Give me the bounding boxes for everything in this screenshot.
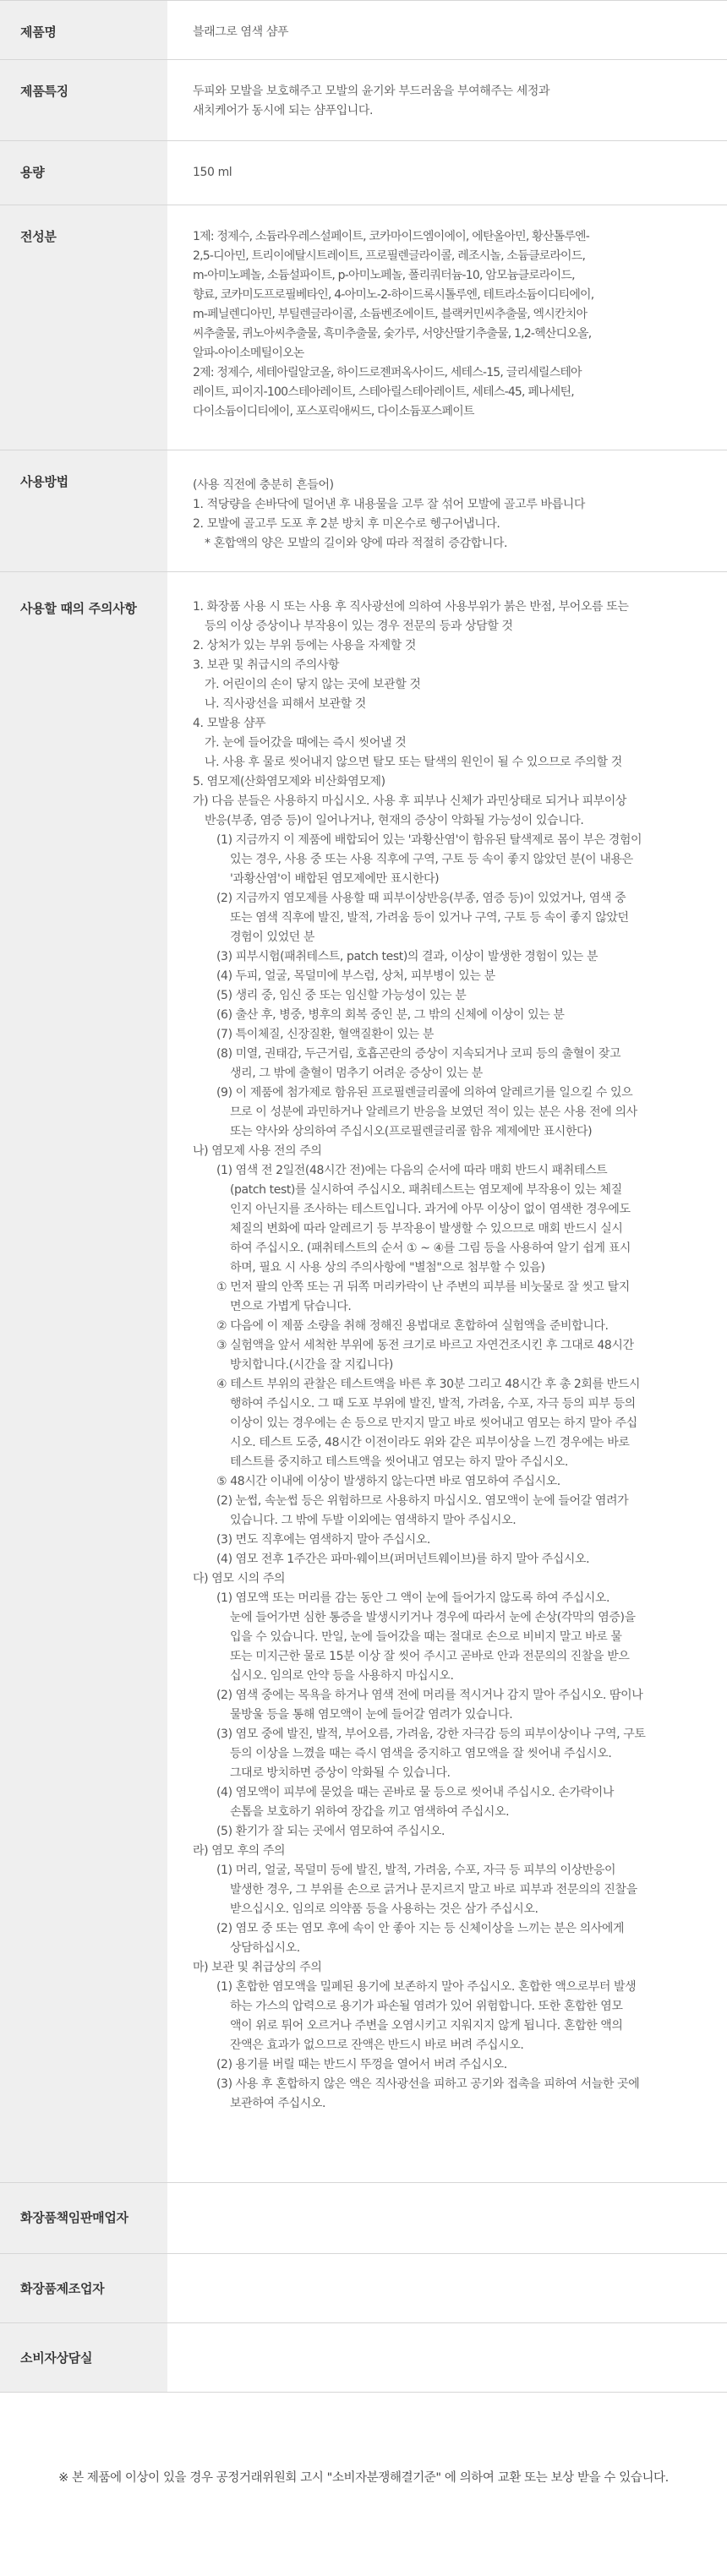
row-value <box>167 2183 727 2253</box>
row-value <box>167 572 727 2182</box>
value-line: 씨추출물, 퀴노아씨추출물, 흑미추출물, 숯가루, 서양산딸기추출물, 1,2-헥산디오올, <box>193 327 592 341</box>
precaution-line: (5) 생리 중, 임신 중 또는 임신할 가능성이 있는 분 <box>216 989 467 1002</box>
value-line: 1. 적당량을 손바닥에 덜어낸 후 내용물을 고루 잘 섞어 모발에 골고루 바릅니다 <box>193 498 585 511</box>
value-line: 향료, 코카미도프로필베타인, 4-아미노-2-하이드록시톨루엔, 테트라소듐이디티에이, <box>193 288 594 302</box>
row-label: 사용할 때의 주의사항 <box>0 572 167 2182</box>
row-label: 화장품책임판매업자 <box>0 2183 167 2253</box>
precaution-line: 있습니다. 그 밖에 두발 이외에는 염색하지 말아 주십시오. <box>230 1514 517 1527</box>
precaution-line: 또는 약사와 상의하여 주십시오(프로필렌글리콜 함유 제제에만 표시한다) <box>230 1125 593 1138</box>
precaution-line: 5. 염모제(산화염모제와 비산화염모제) <box>193 775 385 789</box>
row-value <box>167 60 727 140</box>
precaution-line: (2) 용기를 버릴 때는 반드시 뚜껑을 열어서 버려 주십시오. <box>216 2058 507 2071</box>
value-line: 다이소듐이디티에이, 포스포릭애씨드, 다이소듐포스페이트 <box>193 405 474 418</box>
precaution-line: 나) 염모제 사용 전의 주의 <box>193 1144 322 1158</box>
row-value <box>167 2254 727 2322</box>
row-customer-service <box>0 2323 727 2393</box>
precaution-line: 나. 사용 후 물로 씻어내지 않으면 탈모 또는 탈색의 원인이 될 수 있으므로 주의할 것 <box>205 756 622 769</box>
precaution-line: 마) 보관 및 취급상의 주의 <box>193 1961 322 1974</box>
row-usage <box>0 450 727 572</box>
precaution-line: (patch test)를 실시하여 주십시오. 패취테스트는 염모제에 부작용이 있는 체질 <box>230 1183 622 1197</box>
precaution-line: 3. 보관 및 취급시의 주의사항 <box>193 658 340 672</box>
precaution-line: 액이 위로 튀어 오르거나 주변을 오염시키고 지워지지 않게 됩니다. 혼합한 액의 <box>230 2019 623 2033</box>
precaution-line: (2) 염모 중 또는 염모 후에 속이 안 좋아 지는 등 신체이상을 느끼는 분은 의사에게 <box>216 1922 625 1935</box>
precaution-line: (4) 두피, 얼굴, 목덜미에 부스럼, 상처, 피부병이 있는 분 <box>216 969 495 983</box>
row-value <box>167 2323 727 2392</box>
precaution-line: (3) 면도 직후에는 염색하지 말아 주십시오. <box>216 1533 430 1547</box>
precaution-line: 2. 상처가 있는 부위 등에는 사용을 자제할 것 <box>193 639 417 652</box>
row-volume <box>0 141 727 205</box>
row-product-features <box>0 60 727 141</box>
row-value <box>167 450 727 571</box>
row-value <box>167 1 727 59</box>
row-label: 화장품제조업자 <box>0 2254 167 2322</box>
precaution-line: (9) 이 제품에 첨가제로 함유된 프로필렌글리콜에 의하여 알레르기를 일으킬 수 있으 <box>216 1086 633 1100</box>
value-line: 2. 모발에 골고루 도포 후 2분 방치 후 미온수로 헹구어냅니다. <box>193 517 500 531</box>
precaution-line: 또는 염색 직후에 발진, 발적, 가려움 등이 있거나 구역, 구토 등 속이 좋지 않았던 <box>230 911 629 925</box>
precaution-line: 체질의 변화에 따라 알레르기 등 부작용이 발생할 수 있으므로 매회 반드시 실시 <box>230 1222 623 1236</box>
value-line: 두피와 모발을 보호해주고 모발의 윤기와 부드러움을 부여해주는 세정과 <box>193 85 550 98</box>
precaution-line: (1) 머리, 얼굴, 목덜미 등에 발진, 발적, 가려움, 수포, 자극 등 피부의 이상반응이 <box>216 1864 616 1877</box>
row-label: 용량 <box>0 141 167 205</box>
precaution-line: (7) 특이체질, 신장질환, 혈액질환이 있는 분 <box>216 1028 434 1041</box>
precaution-line: ④ 테스트 부위의 관찰은 테스트액을 바른 후 30분 그리고 48시간 후 총 2회를 반드시 <box>216 1378 641 1391</box>
row-label: 제품명 <box>0 1 167 59</box>
precaution-line: 경험이 있었던 분 <box>230 931 314 944</box>
precaution-line: 보관하여 주십시오. <box>230 2097 326 2110</box>
precaution-line: 있는 경우, 사용 중 또는 사용 직후에 구역, 구토 등 속이 좋지 않았던 분(이 내용은 <box>230 853 633 866</box>
row-label: 전성분 <box>0 205 167 450</box>
precaution-line: 가. 눈에 들어갔을 때에는 즉시 씻어낼 것 <box>205 736 407 750</box>
precaution-line: 입을 수 있습니다. 만일, 눈에 들어갔을 때는 절대로 손으로 비비지 말고 바로 물 <box>230 1630 622 1644</box>
value-line: 1제: 정제수, 소듐라우레스설페이트, 코카마이드엠이에이, 에탄올아민, 황산톨루엔- <box>193 230 590 243</box>
precaution-line: 생리, 그 밖에 출혈이 멈추기 어려운 증상이 있는 분 <box>230 1067 483 1080</box>
precaution-line: 잔액은 효과가 없으므로 잔액은 반드시 바로 버려 주십시오. <box>230 2038 524 2052</box>
precaution-line: (1) 지금까지 이 제품에 배합되어 있는 '과황산염'이 함유된 탈색제로 몸이 부은 경험이 <box>216 833 642 847</box>
precaution-line: 그대로 방치하면 증상이 악화될 수 있습니다. <box>230 1766 451 1780</box>
precaution-line: (2) 눈썹, 속눈썹 등은 위험하므로 사용하지 마십시오. 염모액이 눈에 들어갈 염려가 <box>216 1494 629 1508</box>
row-value <box>167 205 727 450</box>
precaution-line: 하여 주십시오. (패취테스트의 순서 ① ~ ④를 그림 등을 사용하여 알기 쉽게 표시 <box>230 1242 631 1255</box>
precaution-line: (1) 염색 전 2일전(48시간 전)에는 다음의 순서에 따라 매회 반드시 패취테스트 <box>216 1164 608 1177</box>
precaution-line: (4) 염모액이 피부에 묻었을 때는 곧바로 물 등으로 씻어내 주십시오. 손가락이나 <box>216 1786 615 1799</box>
precaution-line: 가) 다음 분들은 사용하지 마십시오. 사용 후 피부나 신체가 과민상태로 되거나 피부이상 <box>193 794 627 808</box>
precaution-line: (5) 환기가 잘 되는 곳에서 염모하여 주십시오. <box>216 1825 445 1838</box>
precaution-line: (2) 지금까지 염모제를 사용할 때 피부이상반응(부종, 염증 등)이 있었거나, 염색 중 <box>216 892 626 905</box>
footer-notice: ※ 본 제품에 이상이 있을 경우 공정거래위원회 고시 "소비자분쟁해결기준" 에 의하여 교환 또는 보상 받을 수 있습니다. <box>58 2471 669 2485</box>
precaution-line: (3) 사용 후 혼합하지 않은 액은 직사광선을 피하고 공기와 접촉을 피하여 서늘한 곳에 <box>216 2077 640 2091</box>
precaution-line: 므로 이 성분에 과민하거나 알레르기 반응을 보였던 적이 있는 분은 사용 전에 의사 <box>230 1105 637 1119</box>
precaution-line: 1. 화장품 사용 시 또는 사용 후 직사광선에 의하여 사용부위가 붉은 반점, 부어오름 또는 <box>193 600 629 614</box>
precaution-line: 하며, 필요 시 사용 상의 주의사항에 "별첨"으로 첨부할 수 있음) <box>230 1261 545 1274</box>
precaution-line: ② 다음에 이 제품 소량을 취해 정해진 용법대로 혼합하여 실험액을 준비합니다. <box>216 1319 609 1333</box>
precaution-line: 받으십시오. 임의로 의약품 등을 사용하는 것은 삼가 주십시오. <box>230 1902 538 1916</box>
value-line: m-페닐렌디아민, 부틸렌글라이콜, 소듐벤조에이트, 블랙커민씨추출물, 엑시칸치아 <box>193 308 588 321</box>
value-line: m-아미노페놀, 소듐설파이트, p-아미노페놀, 폴리쿼터늄-10, 암모늄클로라이드, <box>193 269 575 282</box>
value-line: 2,5-디아민, 트리이에탈시트레이트, 프로필렌글라이콜, 레조시놀, 소듐클로라이드, <box>193 249 586 263</box>
precaution-line: 4. 모발용 샴푸 <box>193 717 266 730</box>
value-line: (사용 직전에 충분히 흔들어) <box>193 478 334 492</box>
value-line: 2제: 정제수, 세테아릴알코올, 하이드로젠퍼옥사이드, 세테스-15, 글리세릴스테아 <box>193 366 582 379</box>
precaution-line: (2) 염색 중에는 목욕을 하거나 염색 전에 머리를 적시거나 감지 말아 주십시오. 땀이나 <box>216 1689 643 1702</box>
precaution-line: 가. 어린이의 손이 닿지 않는 곳에 보관할 것 <box>205 678 421 691</box>
precaution-line: 반응(부종, 염증 등)이 일어나거나, 현재의 증상이 악화될 가능성이 있습니다. <box>205 814 584 827</box>
precaution-line: 인지 아닌지를 조사하는 테스트입니다. 과거에 아무 이상이 없이 염색한 경우에도 <box>230 1203 631 1216</box>
precaution-line: (6) 출산 후, 병중, 병후의 회복 중인 분, 그 밖의 신체에 이상이 있는 분 <box>216 1008 565 1022</box>
precaution-line: 또는 미지근한 물로 15분 이상 잘 씻어 주시고 곧바로 안과 전문의의 진찰을 받으 <box>230 1650 630 1663</box>
row-product-name <box>0 1 727 60</box>
precaution-line: 나. 직사광선을 피해서 보관할 것 <box>205 697 366 711</box>
row-manufacturer <box>0 2254 727 2323</box>
precaution-line: 상담하십시오. <box>230 1941 300 1955</box>
row-precautions <box>0 572 727 2183</box>
precaution-line: ① 먼저 팔의 안쪽 또는 귀 뒤쪽 머리카락이 난 주변의 피부를 비눗물로 잘 씻고 탈지 <box>216 1280 630 1294</box>
precaution-line: 하는 가스의 압력으로 용기가 파손될 염려가 있어 위험합니다. 또한 혼합한 염모 <box>230 2000 623 2013</box>
precaution-line: 물방울 등을 통해 염모액이 눈에 들어갈 염려가 있습니다. <box>230 1708 513 1722</box>
precaution-line: (8) 미열, 권태감, 두근거림, 호흡곤란의 증상이 지속되거나 코피 등의 출혈이 잦고 <box>216 1047 621 1061</box>
value-line: 150 ml <box>193 166 232 179</box>
precaution-line: 방치합니다.(시간을 잘 지킵니다) <box>230 1358 393 1372</box>
precaution-line: 테스트를 중지하고 테스트액을 씻어내고 염모는 하지 말아 주십시오. <box>230 1455 568 1469</box>
precaution-line: (4) 염모 전후 1주간은 파마·웨이브(퍼머넌트웨이브)를 하지 말아 주십시오. <box>216 1553 590 1566</box>
precaution-line: (1) 혼합한 염모액을 밀폐된 용기에 보존하지 말아 주십시오. 혼합한 액으로부터 발생 <box>216 1980 637 1994</box>
precaution-line: 십시오. 임의로 안약 등을 사용하지 마십시오. <box>230 1669 454 1683</box>
value-line: 블래그로 염색 샴푸 <box>193 25 289 39</box>
precaution-line: 행하여 주십시오. 그 때 도포 부위에 발진, 발적, 가려움, 수포, 자극 등의 피부 등의 <box>230 1397 636 1411</box>
precaution-line: 라) 염모 후의 주의 <box>193 1844 286 1858</box>
precaution-line: '과황산염'이 배합된 염모제에만 표시한다) <box>230 872 440 886</box>
precaution-line: 발생한 경우, 그 부위를 손으로 긁거나 문지르지 말고 바로 피부과 전문의의 진찰을 <box>230 1883 637 1897</box>
row-label: 제품특징 <box>0 60 167 140</box>
precaution-line: (3) 염모 중에 발진, 발적, 부어오름, 가려움, 강한 자극감 등의 피부이상이나 구역, 구토 <box>216 1727 646 1741</box>
value-line: * 혼합액의 양은 모발의 길이와 양에 따라 적절히 증감합니다. <box>205 537 508 550</box>
row-ingredients <box>0 205 727 450</box>
row-label: 소비자상담실 <box>0 2323 167 2392</box>
precaution-line: 다) 염모 시의 주의 <box>193 1572 286 1585</box>
precaution-line: 시오. 테스트 도중, 48시간 이전이라도 위와 같은 피부이상을 느낀 경우에는 바로 <box>230 1436 630 1449</box>
row-value <box>167 141 727 205</box>
precaution-line: ⑤ 48시간 이내에 이상이 발생하지 않는다면 바로 염모하여 주십시오. <box>216 1475 560 1488</box>
value-line: 알파-아이소메틸이오논 <box>193 347 304 360</box>
precaution-line: 면으로 가볍게 닦습니다. <box>230 1300 352 1313</box>
precaution-line: 손톱을 보호하기 위하여 장갑을 끼고 염색하여 주십시오. <box>230 1805 510 1819</box>
precaution-line: 눈에 들어가면 심한 통증을 발생시키거나 경우에 따라서 눈에 손상(각막의 염증)을 <box>230 1611 636 1624</box>
precaution-line: (3) 피부시험(패취테스트, patch test)의 결과, 이상이 발생한 경험이 있는 분 <box>216 950 599 963</box>
row-label: 사용방법 <box>0 450 167 571</box>
precaution-line: 이상이 있는 경우에는 손 등으로 만지지 말고 바로 씻어내고 염모는 하지 말아 주십 <box>230 1416 637 1430</box>
value-line: 레이트, 피이지-100스테아레이트, 스테아릴스테아레이트, 세테스-45, 페나세틴, <box>193 385 574 399</box>
precaution-line: 등의 이상 증상이나 부작용이 있는 경우 전문의 등과 상담할 것 <box>205 619 513 633</box>
value-line: 새치케어가 동시에 되는 샴푸입니다. <box>193 104 374 117</box>
precaution-line: ③ 실험액을 앞서 세척한 부위에 동전 크기로 바르고 자연건조시킨 후 그대로 48시간 <box>216 1339 634 1352</box>
precaution-line: 등의 이상을 느꼈을 때는 즉시 염색을 중지하고 염모액을 잘 씻어내 주십시오. <box>230 1747 612 1760</box>
precaution-line: (1) 염모액 또는 머리를 감는 동안 그 액이 눈에 들어가지 않도록 하여 주십시오. <box>216 1591 610 1605</box>
row-distributor <box>0 2183 727 2254</box>
precautions-list <box>193 598 717 2114</box>
